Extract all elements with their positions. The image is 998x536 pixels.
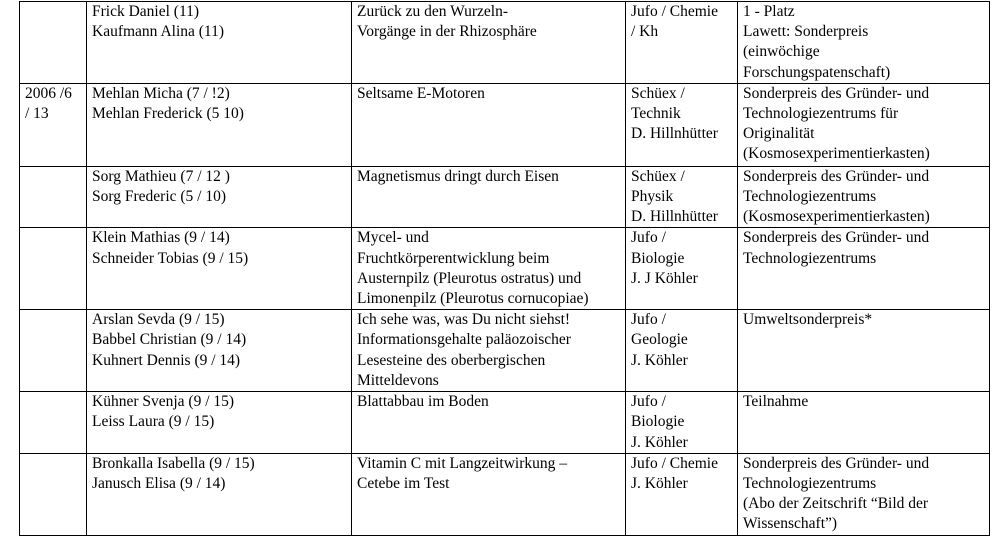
award-cell <box>738 83 990 166</box>
topic-line: Fruchtkörperentwicklung beim <box>357 249 550 267</box>
participants-line: Babbel Christian (9 / 14) <box>92 331 247 349</box>
award-line: Technologiezentrums <box>743 475 877 493</box>
participants-line: Bronkalla Isabella (9 / 15) <box>92 454 255 472</box>
year-cell <box>20 228 87 310</box>
participants-line: Kaufmann Alina (11) <box>92 23 224 41</box>
topic-cell <box>352 83 626 166</box>
award-line: Umweltsonderpreis* <box>743 311 873 329</box>
participants-cell <box>87 166 352 228</box>
table-row <box>20 392 990 454</box>
topic-cell <box>352 228 626 310</box>
participants-line: Klein Mathias (9 / 14) <box>92 229 230 247</box>
award-cell <box>738 310 990 392</box>
topic-cell <box>352 310 626 392</box>
topic-cell <box>352 453 626 535</box>
participants-line: Leiss Laura (9 / 15) <box>92 413 215 431</box>
category-line: Jufo / <box>631 229 666 247</box>
category-cell <box>626 392 738 454</box>
topic-cell <box>352 2 626 84</box>
category-line: Geologie <box>631 331 688 349</box>
category-cell <box>626 83 738 166</box>
award-line: Forschungspatenschaft) <box>743 63 891 81</box>
participants-line: Mehlan Micha (7 / !2) <box>92 84 230 102</box>
award-line: (Kosmosexperimentierkasten) <box>743 145 930 163</box>
category-line: Jufo / Chemie <box>631 454 718 472</box>
category-line: Biologie <box>631 249 685 267</box>
participants-cell <box>87 83 352 166</box>
award-cell <box>738 453 990 535</box>
category-line: Schüex / <box>631 84 685 102</box>
topic-line: Vorgänge in der Rhizosphäre <box>357 23 537 41</box>
category-line: D. Hillnhütter <box>631 208 718 226</box>
topic-line: Mycel- und <box>357 229 429 247</box>
award-cell <box>738 2 990 84</box>
category-line: J. J Köhler <box>631 269 698 287</box>
participants-cell <box>87 2 352 84</box>
awards-table-body <box>20 2 990 536</box>
topic-line: Vitamin C mit Langzeitwirkung – <box>357 454 568 472</box>
participants-line: Mehlan Frederick (5 10) <box>92 105 244 123</box>
award-line: Sonderpreis des Gründer- und <box>743 84 930 102</box>
award-line: Teilnahme <box>743 393 809 411</box>
award-cell <box>738 228 990 310</box>
category-line: / Kh <box>631 23 659 41</box>
category-cell <box>626 228 738 310</box>
award-line: 1 - Platz <box>743 3 795 20</box>
year-line: 2006 /6 <box>25 84 72 102</box>
category-cell <box>626 310 738 392</box>
category-line: D. Hillnhütter <box>631 125 718 143</box>
category-cell <box>626 453 738 535</box>
topic-line: Informationsgehalte paläozoischer <box>357 331 571 349</box>
participants-line: Janusch Elisa (9 / 14) <box>92 475 226 493</box>
topic-line: Lesesteine des oberbergischen <box>357 351 546 369</box>
award-line: Lawett: Sonderpreis <box>743 23 869 41</box>
table-row <box>20 453 990 535</box>
topic-line: Magnetismus dringt durch Eisen <box>357 167 559 185</box>
participants-line: Sorg Mathieu (7 / 12 ) <box>92 167 230 185</box>
participants-line: Kühner Svenja (9 / 15) <box>92 393 235 411</box>
topic-line: Blattabbau im Boden <box>357 393 489 411</box>
award-line: Sonderpreis des Gründer- und <box>743 229 930 247</box>
topic-cell <box>352 392 626 454</box>
participants-cell <box>87 228 352 310</box>
category-line: J. Köhler <box>631 351 688 369</box>
topic-cell <box>352 166 626 228</box>
year-cell <box>20 83 87 166</box>
award-line: (einwöchige <box>743 43 820 61</box>
year-cell <box>20 392 87 454</box>
award-cell <box>738 166 990 228</box>
year-cell <box>20 2 87 84</box>
award-line: Technologiezentrums <box>743 249 877 267</box>
award-line: (Kosmosexperimentierkasten) <box>743 208 930 226</box>
topic-line: Zurück zu den Wurzeln- <box>357 3 509 20</box>
topic-line: Limonenpilz (Pleurotus cornucopiae) <box>357 290 589 308</box>
category-line: Schüex / <box>631 167 685 185</box>
award-line: Sonderpreis des Gründer- und <box>743 454 930 472</box>
participants-line: Frick Daniel (11) <box>92 3 200 20</box>
topic-line: Ich sehe was, was Du nicht siehst! <box>357 311 571 329</box>
year-cell <box>20 166 87 228</box>
award-line: Technologiezentrums <box>743 188 877 206</box>
year-line: / 13 <box>25 105 49 123</box>
table-row <box>20 228 990 310</box>
topic-line: Cetebe im Test <box>357 475 450 493</box>
category-cell <box>626 2 738 84</box>
table-row <box>20 310 990 392</box>
category-line: Physik <box>631 188 674 206</box>
award-line: Sonderpreis des Gründer- und <box>743 167 930 185</box>
award-line: Technologiezentrums für <box>743 105 899 123</box>
year-cell <box>20 453 87 535</box>
participants-cell <box>87 453 352 535</box>
category-line: Jufo / <box>631 311 666 329</box>
topic-line: Austernpilz (Pleurotus ostratus) und <box>357 269 582 287</box>
table-row <box>20 83 990 166</box>
participants-line: Sorg Frederic (5 / 10) <box>92 188 227 206</box>
awards-table <box>19 1 990 536</box>
category-line: Biologie <box>631 413 685 431</box>
category-line: Jufo / <box>631 393 666 411</box>
category-line: J. Köhler <box>631 475 688 493</box>
award-cell <box>738 392 990 454</box>
award-line: Originalität <box>743 125 815 143</box>
participants-cell <box>87 392 352 454</box>
participants-line: Schneider Tobias (9 / 15) <box>92 249 249 267</box>
category-line: J. Köhler <box>631 433 688 451</box>
table-row <box>20 2 990 84</box>
category-line: Jufo / Chemie <box>631 3 718 20</box>
award-line: Wissenschaft”) <box>743 515 838 533</box>
award-line: (Abo der Zeitschrift “Bild der <box>743 495 929 513</box>
category-line: Technik <box>631 105 681 123</box>
participants-cell <box>87 310 352 392</box>
table-row <box>20 166 990 228</box>
topic-line: Mitteldevons <box>357 371 439 389</box>
category-cell <box>626 166 738 228</box>
participants-line: Arslan Sevda (9 / 15) <box>92 311 225 329</box>
topic-line: Seltsame E-Motoren <box>357 84 485 102</box>
participants-line: Kuhnert Dennis (9 / 14) <box>92 351 241 369</box>
year-cell <box>20 310 87 392</box>
